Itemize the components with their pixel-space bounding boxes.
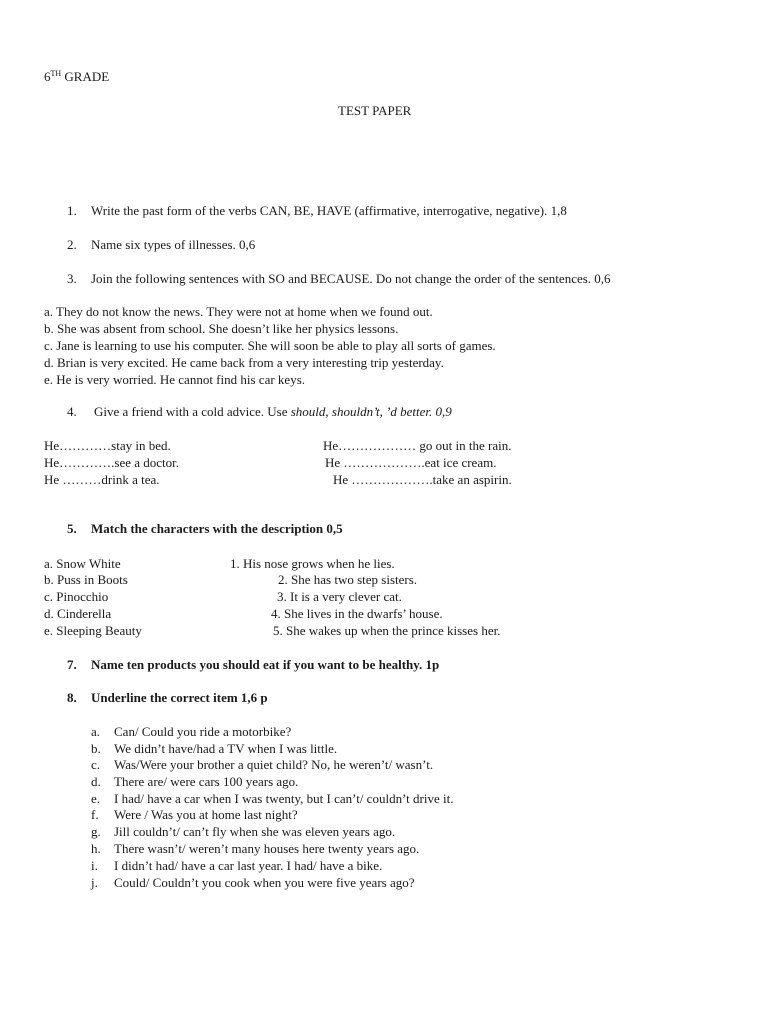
q4-text-plain: Give a friend with a cold advice. Use: [94, 404, 291, 419]
grade-word: GRADE: [61, 69, 110, 84]
q8-number: 8.: [67, 690, 77, 705]
q8-item-text: I had/ have a car when I was twenty, but I can’t/ couldn’t drive it.: [114, 791, 454, 806]
q4-number: 4.: [67, 404, 77, 419]
q8-item-letter: i.: [91, 858, 98, 873]
q1-text: Write the past form of the verbs CAN, BE, HAVE (affirmative, interrogative, negative). 1,8: [91, 203, 567, 218]
q8-text: Underline the correct item 1,6 p: [91, 690, 268, 705]
q8-item-letter: e.: [91, 791, 101, 806]
q5-character: a. Snow White: [44, 556, 121, 571]
q8-item-text: Was/Were your brother a quiet child? No, he weren’t/ wasn’t.: [114, 757, 434, 772]
q8-item-text: There wasn’t/ weren’t many houses here twenty years ago.: [114, 841, 420, 856]
q8-item-text: Jill couldn’t/ can’t fly when she was eleven years ago.: [114, 824, 396, 839]
q8-item-text: I didn’t had/ have a car last year. I had/ have a bike.: [114, 858, 383, 873]
q8-item-letter: h.: [91, 841, 101, 856]
q5-description: 2. She has two step sisters.: [278, 572, 418, 587]
q3-item: e. He is very worried. He cannot find his car keys.: [44, 372, 305, 387]
q8-item-letter: f.: [91, 807, 99, 822]
q8-item-letter: b.: [91, 741, 101, 756]
q1-number: 1.: [67, 203, 77, 218]
q5-description: 4. She lives in the dwarfs’ house.: [271, 606, 443, 621]
q4-left-line: He………….see a doctor.: [44, 455, 180, 470]
q8-item-letter: a.: [91, 724, 101, 739]
q5-text: Match the characters with the description 0,5: [91, 521, 343, 536]
q4-right-line: He ……………….take an aspirin.: [333, 472, 512, 487]
q2-text: Name six types of illnesses. 0,6: [91, 237, 256, 252]
q4-text: [94, 404, 452, 420]
q5-description: 1. His nose grows when he lies.: [230, 556, 395, 571]
q4-text-italic: should, shouldn’t, ’d better. 0,9: [290, 404, 452, 419]
q3-item: a. They do not know the news. They were not at home when we found out.: [44, 304, 433, 319]
q5-character: c. Pinocchio: [44, 589, 109, 604]
q3-item: d. Brian is very excited. He came back from a very interesting trip yesterday.: [44, 355, 444, 370]
q8-item-letter: g.: [91, 824, 101, 839]
q7-number: 7.: [67, 657, 77, 672]
q8-item-text: Were / Was you at home last night?: [114, 807, 298, 822]
q4-left-line: He…………stay in bed.: [44, 438, 171, 453]
q5-character: b. Puss in Boots: [44, 572, 128, 587]
grade-superscript: TH: [50, 69, 62, 78]
q7-text: Name ten products you should eat if you want to be healthy. 1p: [91, 657, 440, 672]
q8-item-text: Can/ Could you ride a motorbike?: [114, 724, 292, 739]
page-title: TEST PAPER: [338, 103, 412, 118]
q5-description: 3. It is a very clever cat.: [277, 589, 402, 604]
q8-item-text: There are/ were cars 100 years ago.: [114, 774, 299, 789]
q2-number: 2.: [67, 237, 77, 252]
grade-heading: [44, 69, 109, 85]
grade-number: 6: [44, 69, 51, 84]
q5-character: e. Sleeping Beauty: [44, 623, 142, 638]
q4-right-line: He ……………….eat ice cream.: [325, 455, 497, 470]
q3-item: b. She was absent from school. She doesn’t like her physics lessons.: [44, 321, 399, 336]
q8-item-letter: c.: [91, 757, 101, 772]
q8-item-letter: j.: [91, 875, 98, 890]
q4-left-line: He ………drink a tea.: [44, 472, 160, 487]
q4-right-line: He……………… go out in the rain.: [323, 438, 512, 453]
q5-character: d. Cinderella: [44, 606, 112, 621]
q8-item-text: Could/ Couldn’t you cook when you were five years ago?: [114, 875, 415, 890]
q5-number: 5.: [67, 521, 77, 536]
q3-number: 3.: [67, 271, 77, 286]
q3-text: Join the following sentences with SO and BECAUSE. Do not change the order of the sentences. 0,6: [91, 271, 611, 286]
q3-item: c. Jane is learning to use his computer. She will soon be able to play all sorts of games.: [44, 338, 496, 353]
q8-item-text: We didn’t have/had a TV when I was little.: [114, 741, 338, 756]
q5-description: 5. She wakes up when the prince kisses her.: [273, 623, 501, 638]
q8-item-letter: d.: [91, 774, 101, 789]
